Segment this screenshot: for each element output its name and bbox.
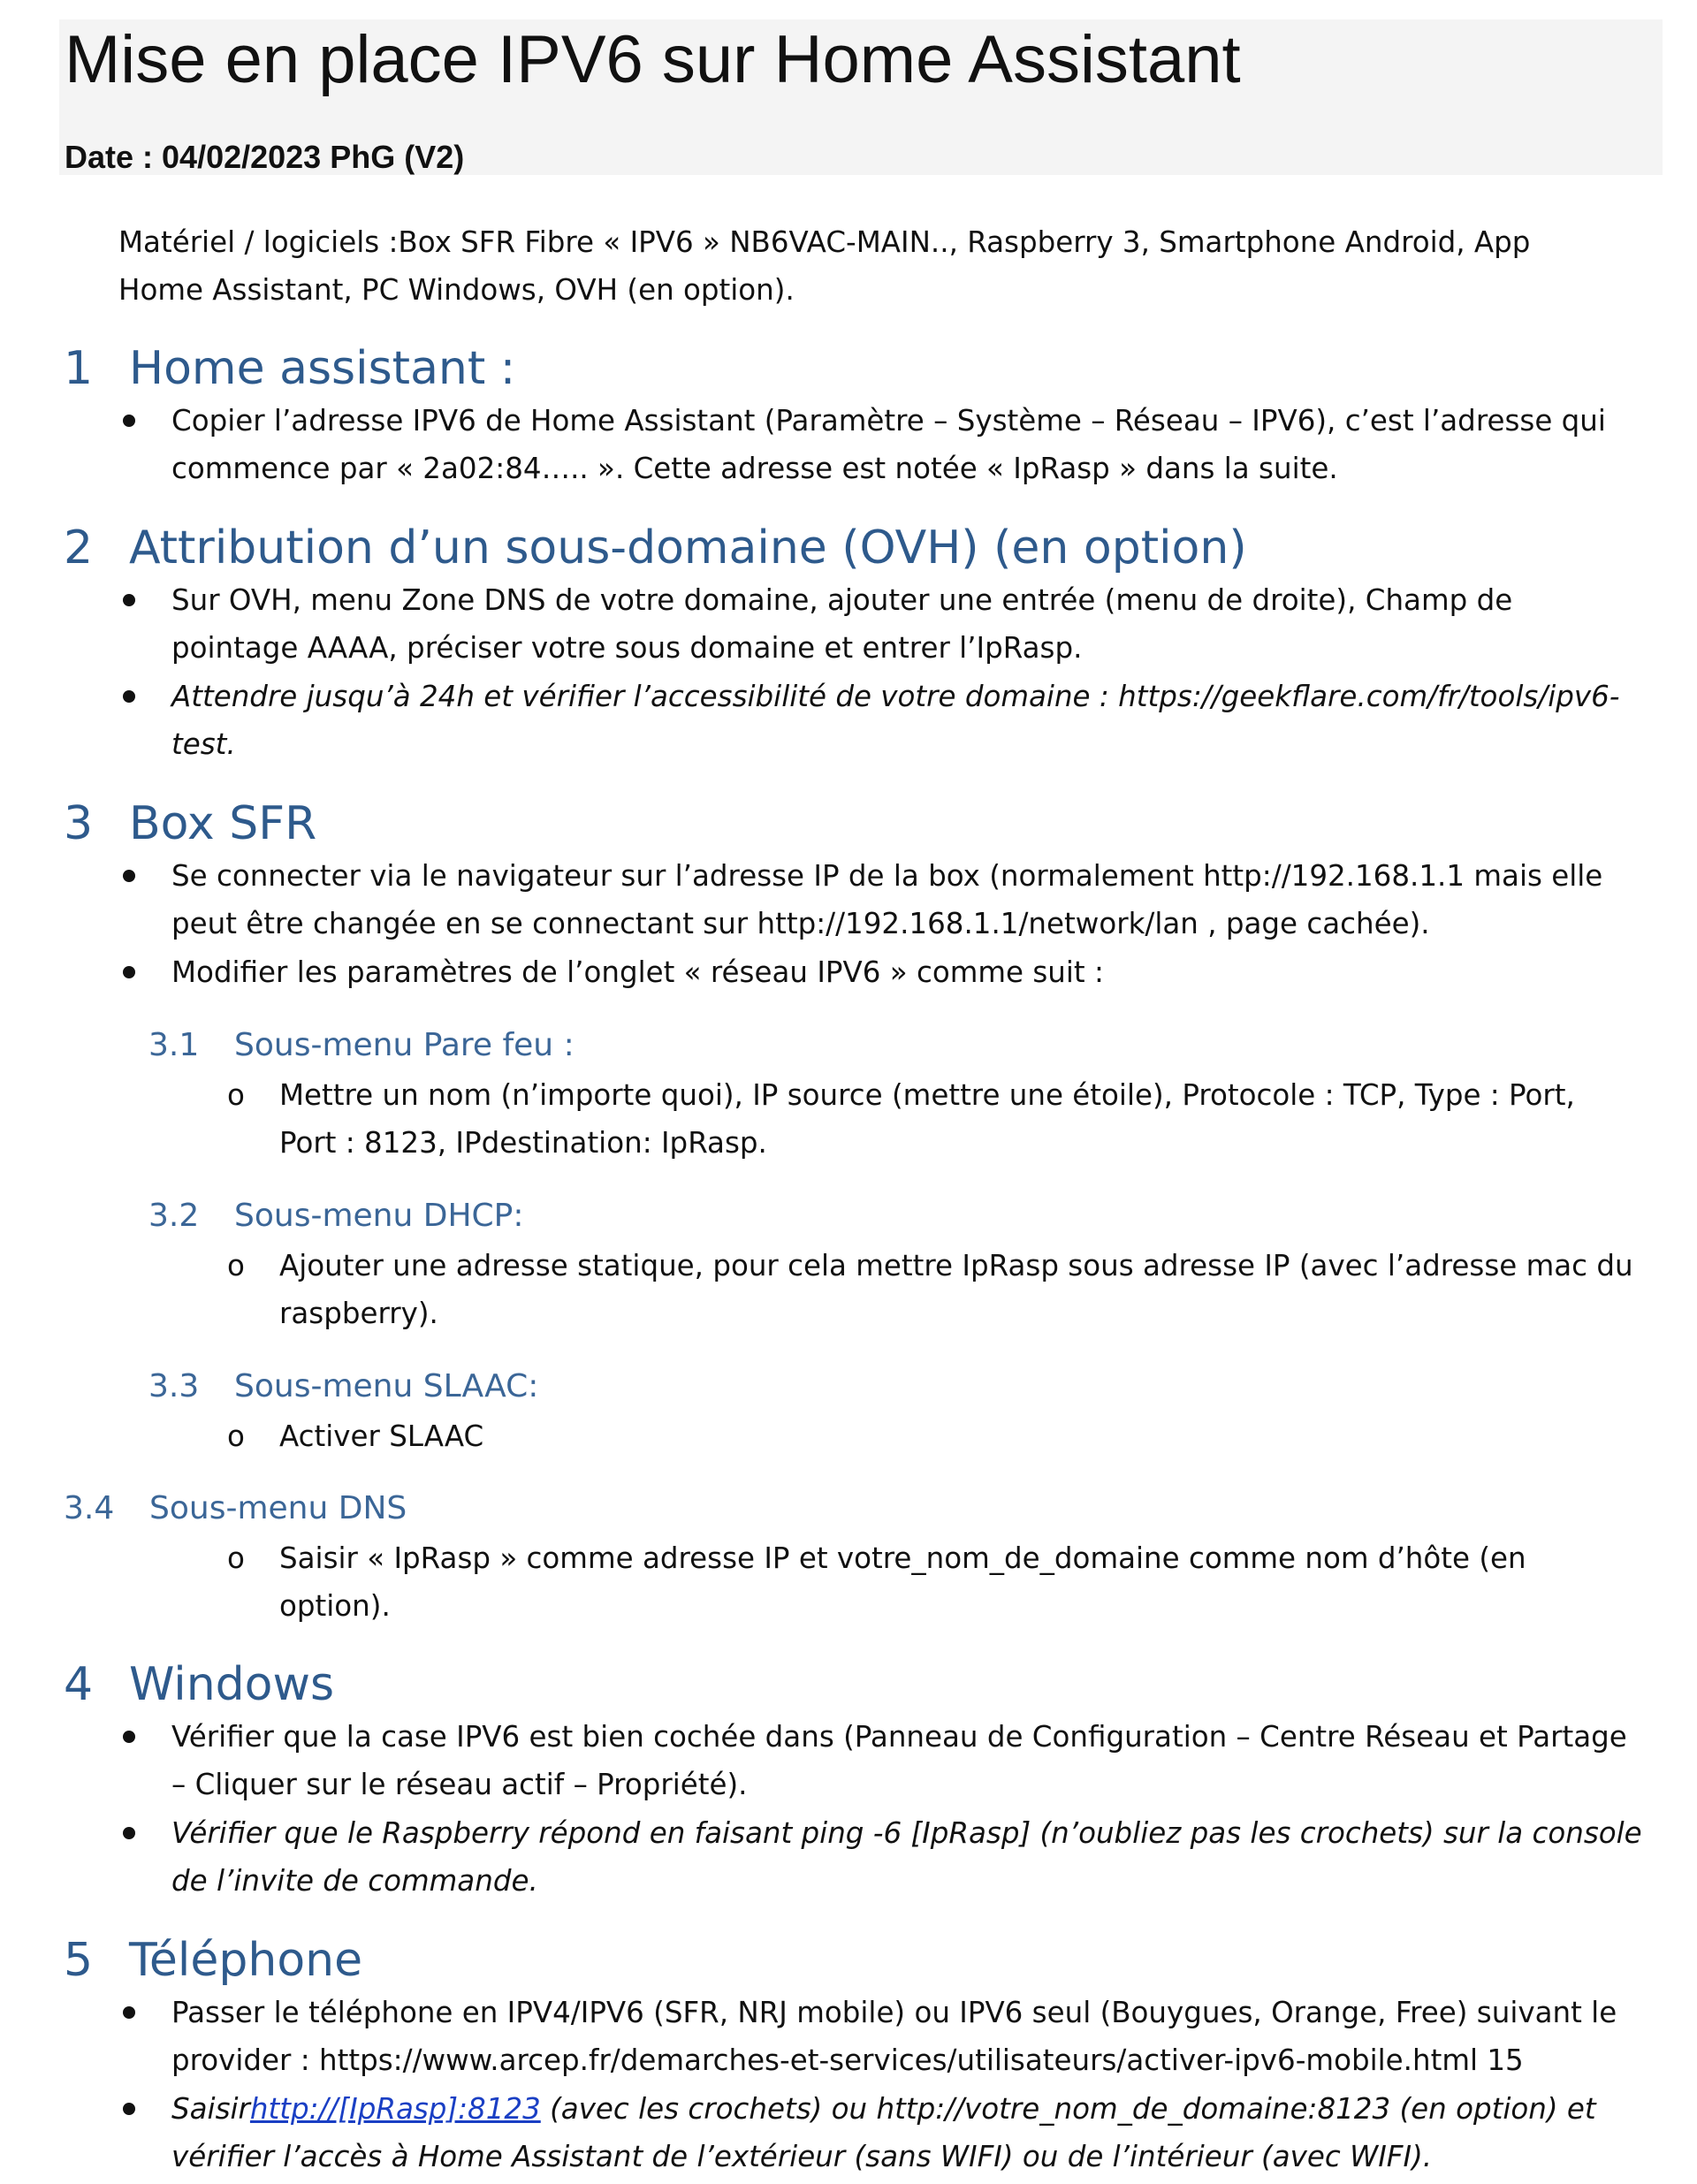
subsection-number: 3.2 <box>148 1198 200 1234</box>
iprasp-link[interactable]: http://[IpRasp]:8123 <box>249 2092 541 2126</box>
subsection-heading-3-2 <box>148 1194 524 1238</box>
bullet-dot-icon <box>123 966 135 978</box>
section-heading-5 <box>64 1932 362 1989</box>
bullet-circle-icon: o <box>227 1249 245 1282</box>
list-item: Se connecter via le navigateur sur l’adresse IP de la box (normalement http://192.168.1.1 mais elle peut être changée en se connectant sur http://192.168.1.1/network/lan , page cachée). <box>171 852 1602 947</box>
list-item: Sur OVH, menu Zone DNS de votre domaine, ajouter une entrée (menu de droite), Champ de pointage AAAA, préciser votre sous domaine et entrer l’IpRasp. <box>171 576 1512 672</box>
section-heading-1 <box>64 340 515 397</box>
document-title: Mise en place IPV6 sur Home Assistant <box>65 22 1241 97</box>
section-number: 2 <box>64 521 94 575</box>
section-title: Home assistant : <box>129 342 516 395</box>
subsection-heading-3-3 <box>148 1365 538 1409</box>
section-title: Attribution d’un sous-domaine (OVH) (en option) <box>129 521 1247 575</box>
list-item: o Mettre un nom (n’importe quoi), IP source (mettre une étoile), Protocole : TCP, Type : Port, Port : 8123, IPdestination: IpRasp. <box>279 1071 1575 1167</box>
section-number: 5 <box>64 1934 94 1987</box>
list-item: o Saisir « IpRasp » comme adresse IP et votre_nom_de_domaine comme nom d’hôte (en option). <box>279 1534 1526 1630</box>
section-title: Box SFR <box>129 797 317 850</box>
bullet-dot-icon <box>123 594 135 606</box>
intro-line-2: Home Assistant, PC Windows, OVH (en option). <box>118 273 795 307</box>
section-heading-4 <box>64 1656 334 1713</box>
subsection-heading-3-4 <box>64 1487 407 1531</box>
bullet-circle-icon: o <box>227 1419 245 1453</box>
subsection-number: 3.3 <box>148 1368 200 1404</box>
subsection-title: Sous-menu DHCP: <box>234 1198 524 1234</box>
list-item: Copier l’adresse IPV6 de Home Assistant (Paramètre – Système – Réseau – IPV6), c’est l’adresse qui commence par « 2a02:84….. ». Cette adresse est notée « IpRasp » dans la suite. <box>171 397 1606 492</box>
section-title: Windows <box>129 1658 335 1711</box>
subsection-title: Sous-menu DNS <box>149 1490 407 1526</box>
bullet-dot-icon <box>123 2103 135 2115</box>
list-item: Vérifier que le Raspberry répond en faisant ping -6 [IpRasp] (n’oubliez pas les crochets) sur la console de l’invite de commande. <box>171 1809 1642 1905</box>
subsection-number: 3.1 <box>148 1027 200 1063</box>
bullet-dot-icon <box>123 2006 135 2019</box>
bullet-circle-icon: o <box>227 1078 245 1112</box>
subsection-heading-3-1 <box>148 1024 575 1068</box>
section-number: 3 <box>64 797 94 850</box>
document-date: Date : 04/02/2023 PhG (V2) <box>65 139 465 175</box>
bullet-dot-icon <box>123 1731 135 1743</box>
list-item: Vérifier que la case IPV6 est bien cochée dans (Panneau de Configuration – Centre Réseau et Partage – Cliquer sur le réseau actif – Propriété). <box>171 1713 1627 1808</box>
bullet-dot-icon <box>123 870 135 882</box>
list-item: Attendre jusqu’à 24h et vérifier l’accessibilité de votre domaine : https://geekflare.com/fr/tools/ipv6- test. <box>171 673 1620 768</box>
list-item: Modifier les paramètres de l’onglet « réseau IPV6 » comme suit : <box>171 948 1104 996</box>
bullet-dot-icon <box>123 415 135 427</box>
list-item: Saisirhttp://[IpRasp]:8123 (avec les crochets) ou http://votre_nom_de_domaine:8123 (en option) et vérifier l’accès à Home Assistant de l’extérieur (sans WIFI) ou de l’intérieur (avec WIFI). <box>171 2085 1596 2180</box>
list-item: o Activer SLAAC <box>279 1412 483 1460</box>
section-title: Téléphone <box>129 1934 363 1987</box>
intro-paragraph <box>118 218 1530 314</box>
subsection-title: Sous-menu SLAAC: <box>234 1368 539 1404</box>
list-item: Passer le téléphone en IPV4/IPV6 (SFR, NRJ mobile) ou IPV6 seul (Bouygues, Orange, Free) suivant le provider : https://www.arcep.fr/demarches-et-services/utilisateurs/activer-ipv6-mobile.html 15 <box>171 1989 1617 2084</box>
section-heading-3 <box>64 795 316 852</box>
bullet-dot-icon <box>123 1827 135 1839</box>
list-item: o Ajouter une adresse statique, pour cela mettre IpRasp sous adresse IP (avec l’adresse mac du raspberry). <box>279 1242 1633 1337</box>
intro-line-1: Matériel / logiciels :Box SFR Fibre « IPV6 » NB6VAC-MAIN.., Raspberry 3, Smartphone Android, App <box>118 225 1531 259</box>
subsection-title: Sous-menu Pare feu : <box>234 1027 575 1063</box>
bullet-dot-icon <box>123 690 135 703</box>
section-heading-2 <box>64 520 1247 576</box>
bullet-circle-icon: o <box>227 1541 245 1575</box>
section-number: 4 <box>64 1658 94 1711</box>
section-number: 1 <box>64 342 94 395</box>
subsection-number: 3.4 <box>64 1490 115 1526</box>
